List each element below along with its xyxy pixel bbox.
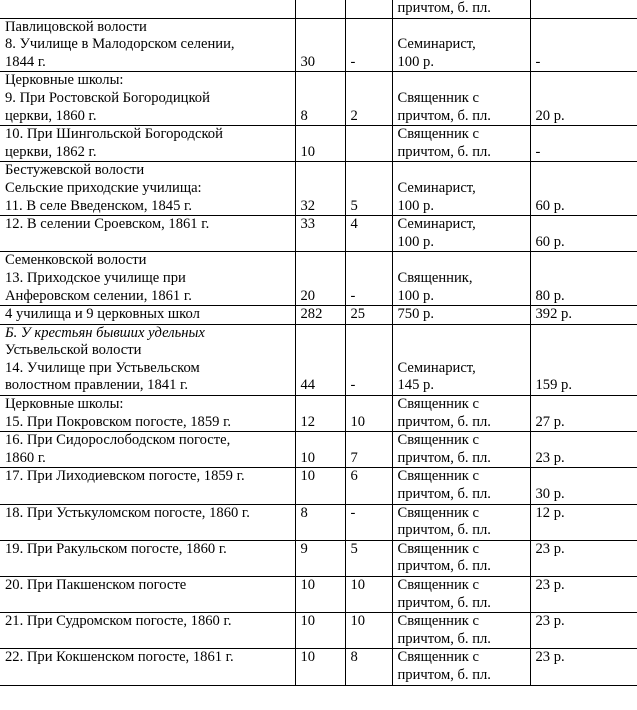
- cell-teacher: [392, 396, 530, 432]
- table-row: [0, 324, 637, 395]
- cell-line: Церковные школы:: [5, 72, 124, 89]
- cell-line: Семинарист,: [397, 216, 476, 233]
- cell-teacher: [392, 72, 530, 126]
- cell-teacher: [392, 18, 530, 72]
- cell-pupils: 10: [295, 126, 345, 162]
- cell-cost: -: [530, 18, 637, 72]
- cell-pupils: 32: [295, 162, 345, 216]
- cell-pupils: 10: [295, 577, 345, 613]
- cell-line: Анферовском селении, 1861 г.: [5, 287, 192, 304]
- cell-line: 100 р.: [397, 197, 434, 214]
- cell-line: Священник с: [397, 89, 480, 106]
- cell-line: Устьвельской волости: [5, 342, 142, 359]
- cell-line: 1844 г.: [5, 53, 46, 70]
- cell-teacher: [392, 162, 530, 216]
- cell-teacher: [392, 432, 530, 468]
- cell-line: 17. При Лиходиевском погосте, 1859 г.: [5, 468, 245, 485]
- cell-cost: 27 р.: [530, 396, 637, 432]
- cell-cost: 23 р.: [530, 540, 637, 576]
- cell-teacher: [392, 324, 530, 395]
- cell-line: причтом, б. пл.: [397, 630, 491, 647]
- cell-girls: 6: [345, 468, 392, 504]
- cell-line: причтом, б. пл.: [397, 522, 491, 539]
- cell-girls: 10: [345, 613, 392, 649]
- cell-teacher: [392, 577, 530, 613]
- table-row: [0, 0, 637, 18]
- table-row: [0, 162, 637, 216]
- cell-line: Священник с: [397, 126, 480, 143]
- cell-teacher: [392, 306, 530, 325]
- cell-line: Сельские приходские училища:: [5, 179, 202, 196]
- cell-girls: [345, 0, 392, 18]
- cell-line: волостном правлении, 1841 г.: [5, 377, 188, 394]
- table-row: [0, 468, 637, 504]
- cell-cost: 60 р.: [530, 162, 637, 216]
- cell-cost: 23 р.: [530, 577, 637, 613]
- cell-girls: 4: [345, 216, 392, 252]
- cell-line: 100 р.: [397, 287, 434, 304]
- cell-line: 19. При Ракульском погосте, 1860 г.: [5, 540, 227, 557]
- cell-line: 100 р.: [397, 53, 434, 70]
- cell-line: 16. При Сидорослободском погосте,: [5, 432, 231, 449]
- cell-line: Семенковской волости: [5, 252, 147, 269]
- cell-line: 8. Училище в Малодорском селении,: [5, 36, 235, 53]
- cell-school: [0, 306, 295, 325]
- cell-pupils: 10: [295, 432, 345, 468]
- cell-line: Священник с: [397, 432, 480, 449]
- cell-girls: 5: [345, 540, 392, 576]
- table-row: [0, 649, 637, 685]
- cell-girls: 5: [345, 162, 392, 216]
- cell-cost: -: [530, 126, 637, 162]
- cell-school: [0, 324, 295, 395]
- table-row: [0, 306, 637, 325]
- cell-girls: [345, 126, 392, 162]
- cell-line: Семинарист,: [397, 359, 476, 376]
- cell-school: [0, 252, 295, 306]
- cell-line: причтом, б. пл.: [397, 558, 491, 575]
- cell-line: Священник с: [397, 613, 480, 630]
- cell-girls: -: [345, 18, 392, 72]
- table-row: [0, 504, 637, 540]
- cell-school: [0, 504, 295, 540]
- cell-school: [0, 577, 295, 613]
- cell-girls: -: [345, 252, 392, 306]
- cell-girls: 8: [345, 649, 392, 685]
- cell-school: [0, 396, 295, 432]
- cell-line: Священник с: [397, 649, 480, 666]
- cell-teacher: [392, 613, 530, 649]
- cell-line: 18. При Устькуломском погосте, 1860 г.: [5, 504, 250, 521]
- cell-pupils: 44: [295, 324, 345, 395]
- cell-teacher: [392, 0, 530, 18]
- table-row: [0, 540, 637, 576]
- cell-teacher: [392, 504, 530, 540]
- cell-line: Бестужевской волости: [5, 162, 145, 179]
- cell-school: [0, 613, 295, 649]
- cell-teacher: [392, 649, 530, 685]
- cell-line: 4 училища и 9 церковных школ: [5, 306, 200, 323]
- cell-girls: -: [345, 324, 392, 395]
- cell-line: Церковные школы:: [5, 396, 124, 413]
- cell-school: [0, 18, 295, 72]
- cell-girls: 25: [345, 306, 392, 325]
- cell-line: церкви, 1860 г.: [5, 107, 97, 124]
- cell-line: 145 р.: [397, 377, 434, 394]
- cell-line: 13. Приходское училище при: [5, 269, 186, 286]
- cell-pupils: 8: [295, 504, 345, 540]
- table-row: [0, 577, 637, 613]
- cell-girls: 7: [345, 432, 392, 468]
- cell-school: [0, 72, 295, 126]
- cell-line: Священник с: [397, 468, 480, 485]
- cell-teacher: [392, 216, 530, 252]
- cell-line: 20. При Пакшенском погосте: [5, 577, 187, 593]
- cell-line: 15. При Покровском погосте, 1859 г.: [5, 413, 232, 430]
- cell-cost: 392 р.: [530, 306, 637, 325]
- cell-line: Семинарист,: [397, 36, 476, 53]
- cell-line: Священник с: [397, 396, 480, 413]
- cell-pupils: 10: [295, 649, 345, 685]
- cell-school: [0, 216, 295, 252]
- cell-pupils: 12: [295, 396, 345, 432]
- cell-line: причтом, б. пл.: [397, 666, 491, 683]
- cell-line: причтом, б. пл.: [397, 594, 491, 611]
- cell-pupils: 8: [295, 72, 345, 126]
- cell-girls: -: [345, 504, 392, 540]
- table-row: [0, 18, 637, 72]
- cell-teacher: [392, 126, 530, 162]
- cell-cost: 30 р.: [530, 468, 637, 504]
- cell-cost: 23 р.: [530, 649, 637, 685]
- cell-teacher: [392, 468, 530, 504]
- cell-line: Священник,: [397, 269, 473, 286]
- cell-line: Б. У крестьян бывших удельных: [5, 324, 205, 341]
- cell-line: 9. При Ростовской Богородицкой: [5, 89, 210, 106]
- cell-line: Священник с: [397, 540, 480, 557]
- table-row: [0, 396, 637, 432]
- cell-line: 12. В селении Сроевском, 1861 г.: [5, 216, 210, 233]
- cell-cost: 159 р.: [530, 324, 637, 395]
- table-row: [0, 216, 637, 252]
- cell-girls: 10: [345, 396, 392, 432]
- cell-pupils: 33: [295, 216, 345, 252]
- cell-school: [0, 432, 295, 468]
- cell-cost: 20 р.: [530, 72, 637, 126]
- cell-pupils: 10: [295, 468, 345, 504]
- cell-line: Павлицовской волости: [5, 18, 147, 35]
- table-row: [0, 432, 637, 468]
- cell-line: причтом, б. пл.: [397, 143, 491, 160]
- cell-teacher: [392, 540, 530, 576]
- table-row: [0, 72, 637, 126]
- cell-school: [0, 162, 295, 216]
- cell-cost: 12 р.: [530, 504, 637, 540]
- cell-line: причтом, б. пл.: [397, 449, 491, 466]
- table-row: [0, 126, 637, 162]
- cell-school: [0, 0, 295, 18]
- cell-pupils: [295, 0, 345, 18]
- cell-line: 11. В селе Введенском, 1845 г.: [5, 197, 193, 214]
- table-row: [0, 252, 637, 306]
- cell-cost: 80 р.: [530, 252, 637, 306]
- cell-line: причтом, б. пл.: [397, 0, 491, 16]
- cell-pupils: 9: [295, 540, 345, 576]
- cell-line: церкви, 1862 г.: [5, 143, 97, 160]
- cell-school: [0, 126, 295, 162]
- cell-line: Семинарист,: [397, 179, 476, 196]
- cell-line: 100 р.: [397, 233, 434, 250]
- cell-pupils: 10: [295, 613, 345, 649]
- cell-line: Священник с: [397, 577, 480, 593]
- cell-girls: 2: [345, 72, 392, 126]
- cell-line: причтом, б. пл.: [397, 486, 491, 503]
- cell-line: 14. Училище при Устьвельском: [5, 359, 200, 376]
- cell-line: причтом, б. пл.: [397, 413, 491, 430]
- cell-line: Священник с: [397, 504, 480, 521]
- cell-school: [0, 540, 295, 576]
- cell-line: причтом, б. пл.: [397, 107, 491, 124]
- cell-line: 22. При Кокшенском погосте, 1861 г.: [5, 649, 234, 666]
- cell-school: [0, 468, 295, 504]
- cell-cost: [530, 0, 637, 18]
- cell-teacher: [392, 252, 530, 306]
- cell-line: 1860 г.: [5, 449, 46, 466]
- table-row: [0, 613, 637, 649]
- cell-line: 21. При Судромском погосте, 1860 г.: [5, 613, 232, 630]
- cell-pupils: 20: [295, 252, 345, 306]
- cell-pupils: 30: [295, 18, 345, 72]
- cell-line: 10. При Шингольской Богородской: [5, 126, 223, 143]
- cell-line: 750 р.: [397, 306, 434, 323]
- cell-pupils: 282: [295, 306, 345, 325]
- cell-school: [0, 649, 295, 685]
- cell-cost: 60 р.: [530, 216, 637, 252]
- cell-girls: 10: [345, 577, 392, 613]
- cell-cost: 23 р.: [530, 432, 637, 468]
- cell-cost: 23 р.: [530, 613, 637, 649]
